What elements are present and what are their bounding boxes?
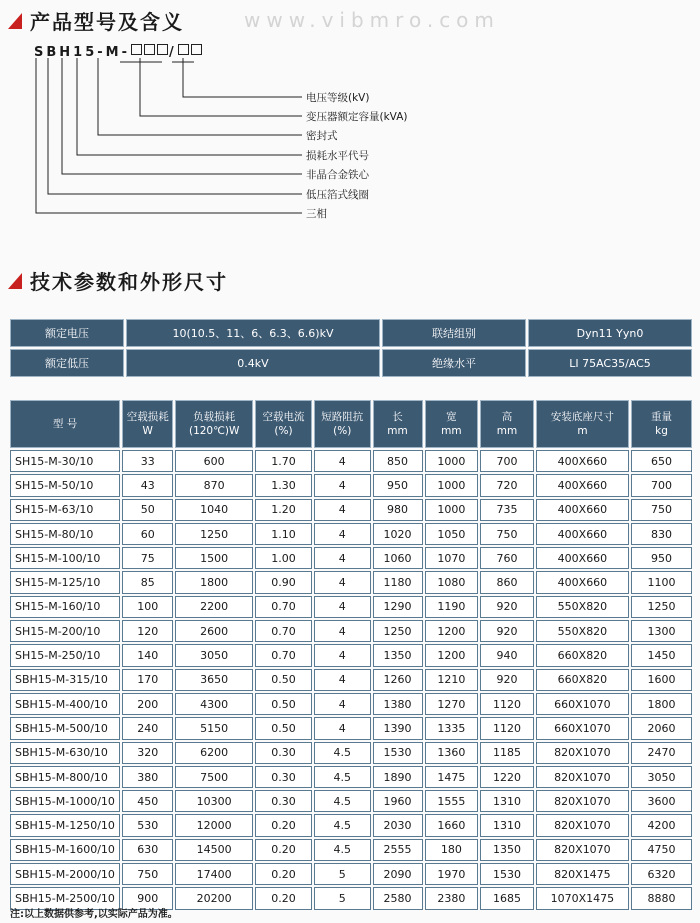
model-cell: SBH15-M-800/10 [10,766,120,788]
value-cell: 1290 [373,596,423,618]
value-cell: 240 [122,717,173,739]
value-cell: 4 [314,644,371,666]
model-code: SBH15-M- / [34,44,203,60]
value-cell: 1250 [631,596,692,618]
value-cell: 1685 [480,887,534,909]
value-cell: 600 [175,450,253,472]
value-cell: 4.5 [314,790,371,812]
model-cell: SBH15-M-400/10 [10,693,120,715]
value-cell: 820X1070 [536,766,629,788]
value-cell: 5150 [175,717,253,739]
value-cell: 980 [373,499,423,521]
value-cell: 4 [314,499,371,521]
meaning-amorphous-core: 非晶合金铁心 [306,169,369,181]
value-cell: 140 [122,644,173,666]
model-cell: SBH15-M-630/10 [10,742,120,764]
value-cell: 400X660 [536,571,629,593]
value-cell: 950 [373,474,423,496]
value-cell: 1200 [425,620,479,642]
value-cell: 1555 [425,790,479,812]
value-cell: 400X660 [536,499,629,521]
value-cell: 820X1070 [536,790,629,812]
value-cell: 6320 [631,863,692,885]
value-cell: 2600 [175,620,253,642]
table-row [10,669,692,691]
value-cell: 200 [122,693,173,715]
model-cell: SH15-M-30/10 [10,450,120,472]
value-cell: 17400 [175,863,253,885]
value-cell: 400X660 [536,474,629,496]
spec-header-cell: 重量 kg [631,400,692,448]
model-cell: SH15-M-200/10 [10,620,120,642]
value-cell: 4 [314,717,371,739]
section-title-model: 产品型号及含义 [8,6,184,35]
value-cell: 85 [122,571,173,593]
value-cell: 4750 [631,839,692,861]
value-cell: 860 [480,571,534,593]
value-cell: 0.30 [255,790,312,812]
value-cell: 1300 [631,620,692,642]
value-cell: 660X820 [536,644,629,666]
value-cell: 4 [314,620,371,642]
value-cell: 750 [480,523,534,545]
value-cell: 1450 [631,644,692,666]
value-cell: 1800 [631,693,692,715]
value-cell: 900 [122,887,173,909]
value-cell: 1100 [631,571,692,593]
triangle-icon [8,273,22,289]
value-cell: 950 [631,547,692,569]
value-cell: 4 [314,571,371,593]
table-row [10,839,692,861]
value-cell: 43 [122,474,173,496]
value-cell: 1350 [373,644,423,666]
value-cell: 4 [314,596,371,618]
table-row [10,547,692,569]
value-cell: 0.70 [255,596,312,618]
value-cell: 1475 [425,766,479,788]
value-cell: 550X820 [536,596,629,618]
table-row [10,596,692,618]
model-cell: SBH15-M-1000/10 [10,790,120,812]
value-cell: 1040 [175,499,253,521]
value-cell: 2470 [631,742,692,764]
value-cell: 100 [122,596,173,618]
value-cell: 1380 [373,693,423,715]
value-cell: 0.30 [255,766,312,788]
value-cell: 1890 [373,766,423,788]
footnote: 注:以上数据供参考,以实际产品为准。 [10,909,178,920]
value-cell: 1500 [175,547,253,569]
value-cell: 1070X1475 [536,887,629,909]
value-cell: 10300 [175,790,253,812]
table-row [10,474,692,496]
value-cell: 320 [122,742,173,764]
value-cell: 850 [373,450,423,472]
value-cell: 1.00 [255,547,312,569]
spec-header-cell: 负载损耗 (120℃)W [175,400,253,448]
value-cell: 0.20 [255,887,312,909]
meaning-three-phase: 三相 [306,208,327,220]
table-row [10,790,692,812]
spec-header-cell: 空载电流 (%) [255,400,312,448]
value-cell: 1185 [480,742,534,764]
table-row [10,571,692,593]
value-cell: 1270 [425,693,479,715]
value-cell: 400X660 [536,547,629,569]
value-cell: 1190 [425,596,479,618]
value-cell: 4.5 [314,839,371,861]
value-cell: 120 [122,620,173,642]
spec-header-cell: 短路阻抗 (%) [314,400,371,448]
value-cell: 650 [631,450,692,472]
spec-header-cell: 宽 mm [425,400,479,448]
value-cell: 820X1070 [536,742,629,764]
meaning-foil-coil: 低压箔式线圈 [306,189,369,201]
table-row [10,742,692,764]
spec-header-cell: 空载损耗 W [122,400,173,448]
value-cell: 4 [314,547,371,569]
params-row: 额定电压 10(10.5、11、6、6.3、6.6)kV 联结组别 Dyn11 Yyn0 [10,319,692,347]
value-cell: 400X660 [536,450,629,472]
value-cell: 0.50 [255,717,312,739]
model-cell: SBH15-M-500/10 [10,717,120,739]
value-cell: 760 [480,547,534,569]
value-cell: 1360 [425,742,479,764]
value-cell: 1800 [175,571,253,593]
value-cell: 820X1070 [536,814,629,836]
value-cell: 0.20 [255,863,312,885]
value-cell: 2580 [373,887,423,909]
model-cell: SBH15-M-1600/10 [10,839,120,861]
value-cell: 3050 [631,766,692,788]
value-cell: 75 [122,547,173,569]
value-cell: 4 [314,669,371,691]
spec-header-cell: 安装底座尺寸 m [536,400,629,448]
value-cell: 1530 [480,863,534,885]
value-cell: 4.5 [314,814,371,836]
value-cell: 920 [480,620,534,642]
value-cell: 1070 [425,547,479,569]
model-cell: SH15-M-63/10 [10,499,120,521]
value-cell: 940 [480,644,534,666]
value-cell: 1390 [373,717,423,739]
value-cell: 4 [314,693,371,715]
value-cell: 1530 [373,742,423,764]
value-cell: 4.5 [314,766,371,788]
value-cell: 2200 [175,596,253,618]
value-cell: 920 [480,596,534,618]
value-cell: 530 [122,814,173,836]
value-cell: 4 [314,523,371,545]
value-cell: 2090 [373,863,423,885]
table-row [10,693,692,715]
value-cell: 700 [631,474,692,496]
table-row [10,499,692,521]
value-cell: 1200 [425,644,479,666]
value-cell: 1000 [425,450,479,472]
watermark: www.vibmro.com [244,8,500,32]
value-cell: 1600 [631,669,692,691]
spec-table [8,398,694,912]
value-cell: 3650 [175,669,253,691]
value-cell: 50 [122,499,173,521]
value-cell: 4 [314,474,371,496]
model-cell: SH15-M-80/10 [10,523,120,545]
value-cell: 1080 [425,571,479,593]
value-cell: 1310 [480,790,534,812]
model-cell: SH15-M-100/10 [10,547,120,569]
value-cell: 750 [631,499,692,521]
value-cell: 2380 [425,887,479,909]
value-cell: 1020 [373,523,423,545]
value-cell: 1050 [425,523,479,545]
value-cell: 1210 [425,669,479,691]
value-cell: 0.20 [255,839,312,861]
value-cell: 2060 [631,717,692,739]
value-cell: 0.70 [255,620,312,642]
value-cell: 450 [122,790,173,812]
params-table [8,317,694,379]
value-cell: 0.70 [255,644,312,666]
value-cell: 4 [314,450,371,472]
value-cell: 8880 [631,887,692,909]
value-cell: 550X820 [536,620,629,642]
value-cell: 1000 [425,499,479,521]
value-cell: 1960 [373,790,423,812]
value-cell: 1060 [373,547,423,569]
value-cell: 700 [480,450,534,472]
meaning-loss-level: 损耗水平代号 [306,150,369,162]
spec-header-cell: 长 mm [373,400,423,448]
value-cell: 660X1070 [536,693,629,715]
model-cell: SBH15-M-315/10 [10,669,120,691]
value-cell: 7500 [175,766,253,788]
value-cell: 870 [175,474,253,496]
value-cell: 1.20 [255,499,312,521]
value-cell: 660X1070 [536,717,629,739]
spec-header-cell: 高 mm [480,400,534,448]
meaning-sealed: 密封式 [306,130,338,142]
value-cell: 1.70 [255,450,312,472]
value-cell: 1310 [480,814,534,836]
model-cell: SH15-M-50/10 [10,474,120,496]
value-cell: 820X1475 [536,863,629,885]
value-cell: 12000 [175,814,253,836]
value-cell: 1260 [373,669,423,691]
model-cell: SH15-M-125/10 [10,571,120,593]
value-cell: 1350 [480,839,534,861]
value-cell: 735 [480,499,534,521]
value-cell: 20200 [175,887,253,909]
section-title-params: 技术参数和外形尺寸 [8,266,228,295]
value-cell: 400X660 [536,523,629,545]
table-row [10,863,692,885]
model-cell: SH15-M-250/10 [10,644,120,666]
value-cell: 3050 [175,644,253,666]
value-cell: 2555 [373,839,423,861]
value-cell: 0.30 [255,742,312,764]
value-cell: 1000 [425,474,479,496]
value-cell: 4300 [175,693,253,715]
value-cell: 0.90 [255,571,312,593]
table-row [10,814,692,836]
value-cell: 1660 [425,814,479,836]
value-cell: 2030 [373,814,423,836]
value-cell: 1250 [175,523,253,545]
spec-header-row [10,400,692,448]
value-cell: 1.30 [255,474,312,496]
model-cell: SH15-M-160/10 [10,596,120,618]
value-cell: 750 [122,863,173,885]
value-cell: 630 [122,839,173,861]
table-row [10,717,692,739]
value-cell: 5 [314,863,371,885]
value-cell: 1250 [373,620,423,642]
meaning-capacity: 变压器额定容量(kVA) [306,111,408,123]
value-cell: 1220 [480,766,534,788]
table-row [10,766,692,788]
value-cell: 14500 [175,839,253,861]
value-cell: 4200 [631,814,692,836]
value-cell: 4.5 [314,742,371,764]
model-cell: SBH15-M-1250/10 [10,814,120,836]
value-cell: 830 [631,523,692,545]
value-cell: 5 [314,887,371,909]
value-cell: 660X820 [536,669,629,691]
value-cell: 0.20 [255,814,312,836]
value-cell: 1970 [425,863,479,885]
value-cell: 1120 [480,693,534,715]
value-cell: 1120 [480,717,534,739]
value-cell: 0.50 [255,693,312,715]
value-cell: 3600 [631,790,692,812]
params-row: 额定低压 0.4kV 绝缘水平 LI 75AC35/AC5 [10,349,692,377]
value-cell: 920 [480,669,534,691]
table-row [10,620,692,642]
value-cell: 170 [122,669,173,691]
model-cell: SBH15-M-2500/10 [10,887,120,909]
value-cell: 33 [122,450,173,472]
value-cell: 1180 [373,571,423,593]
meaning-voltage: 电压等级(kV) [306,92,370,104]
value-cell: 0.50 [255,669,312,691]
model-cell: SBH15-M-2000/10 [10,863,120,885]
value-cell: 720 [480,474,534,496]
value-cell: 60 [122,523,173,545]
value-cell: 180 [425,839,479,861]
table-row [10,644,692,666]
value-cell: 820X1070 [536,839,629,861]
table-row [10,523,692,545]
value-cell: 6200 [175,742,253,764]
table-row [10,450,692,472]
value-cell: 1335 [425,717,479,739]
value-cell: 1.10 [255,523,312,545]
spec-header-cell: 型 号 [10,400,120,448]
value-cell: 380 [122,766,173,788]
